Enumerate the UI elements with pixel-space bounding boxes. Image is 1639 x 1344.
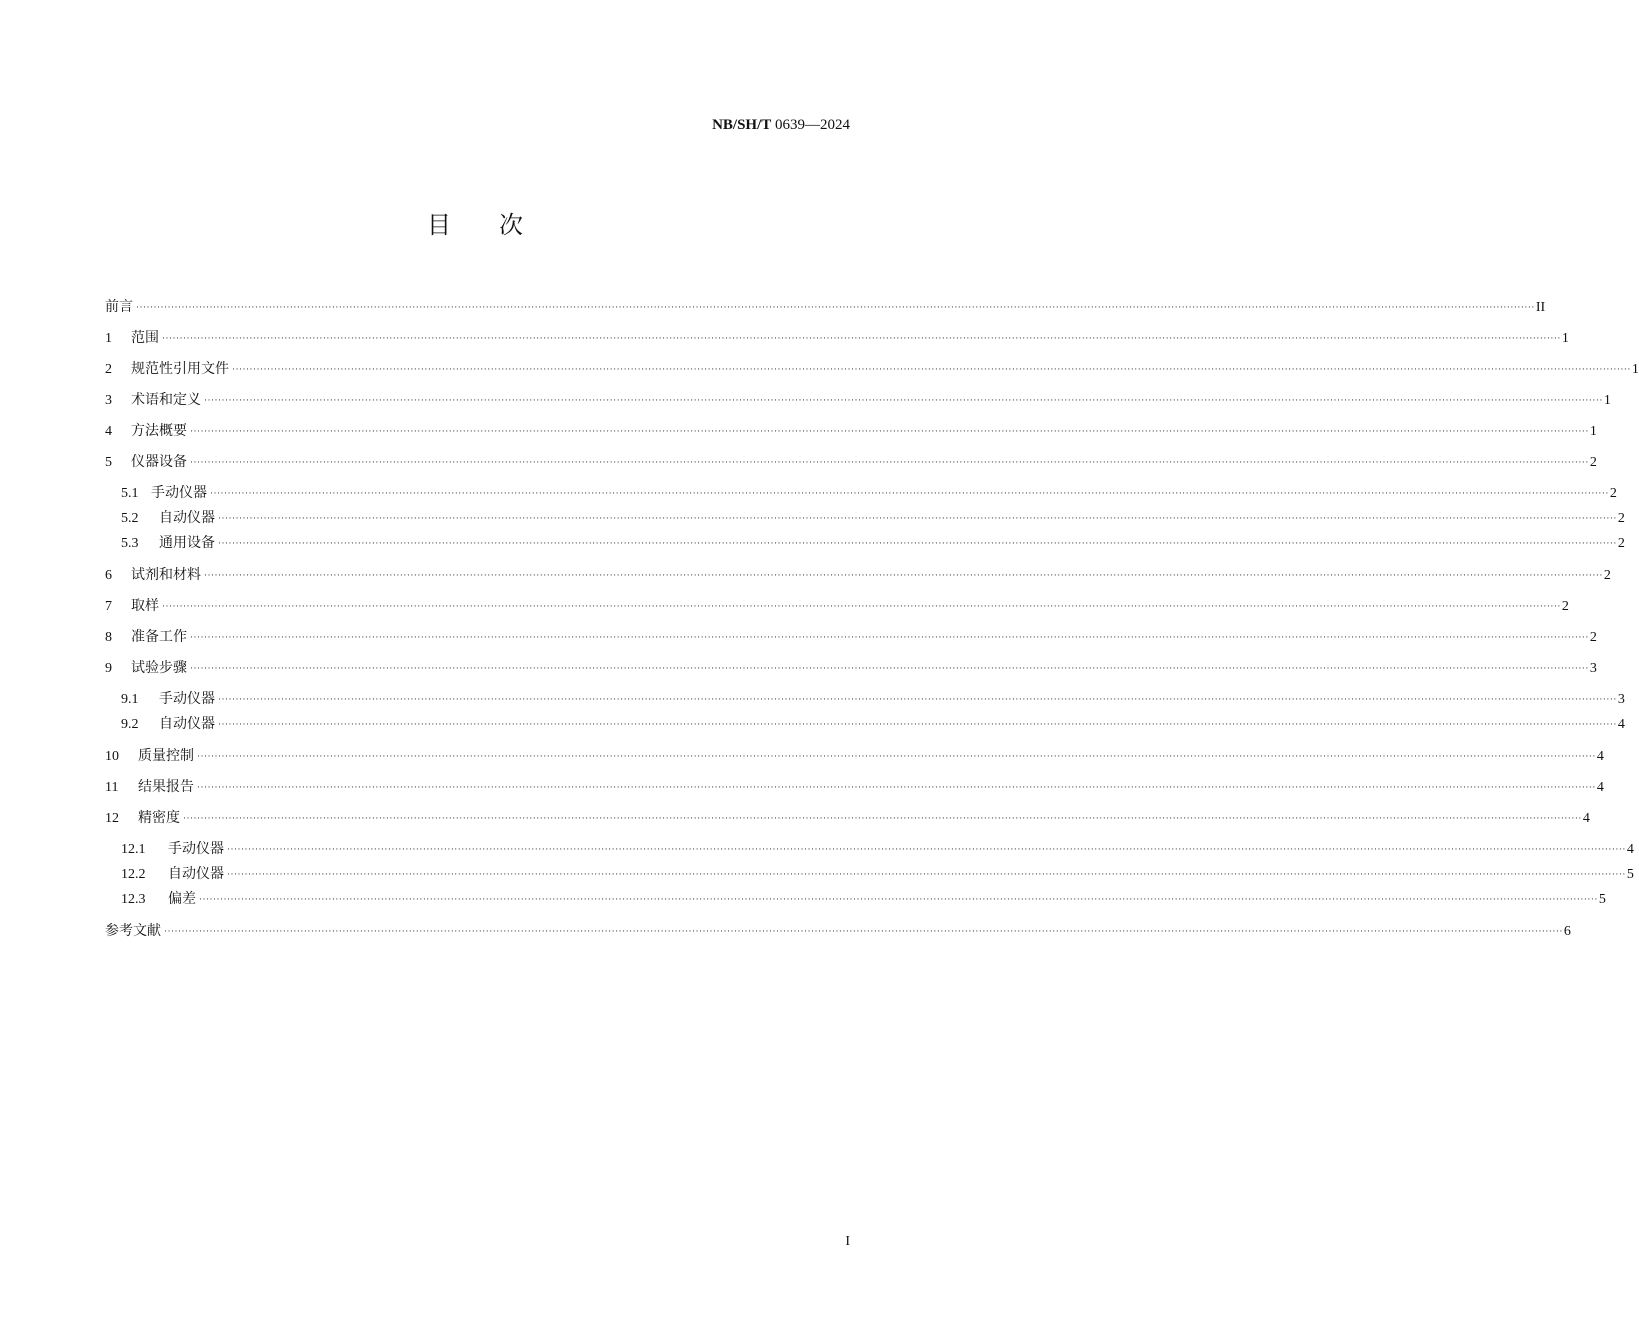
toc-entry-number: 11: [105, 780, 119, 795]
toc-entry-page: 3: [1589, 661, 1597, 676]
toc-leader-dots: ················································································································································································································································································································································································································: [162, 601, 1561, 611]
toc-entry-page: 5: [1626, 867, 1634, 882]
toc-leader-dots: ················································································································································································································································································································································································································: [197, 751, 1596, 761]
toc-entry-label: 仪器设备: [131, 454, 187, 470]
toc-leader-dots: ················································································································································································································································································································································································································: [210, 488, 1609, 498]
toc-entry-page: 4: [1596, 780, 1604, 795]
toc-entry[interactable]: [105, 714, 1625, 735]
toc-leader-dots: ················································································································································································································································································································································································································: [162, 333, 1561, 343]
toc-leader-dots: ················································································································································································································································································································································································································: [204, 395, 1603, 405]
toc-entry[interactable]: [105, 889, 1606, 910]
toc-entry-page: 2: [1589, 455, 1597, 470]
toc-leader-dots: ················································································································································································································································································································································································································: [183, 813, 1582, 823]
toc-entry-number: 5.1: [121, 486, 139, 501]
toc-entry[interactable]: [105, 921, 1571, 942]
toc-entry-number: 6: [105, 568, 112, 583]
toc-entry-label: 参考文献: [105, 923, 161, 939]
toc-entry-page: 2: [1589, 630, 1597, 645]
toc-entry-page: 2: [1561, 599, 1569, 614]
toc-entry-label: 自动仪器: [159, 510, 215, 526]
document-code-number: 0639—2024: [775, 117, 850, 133]
toc-entry[interactable]: [105, 452, 1597, 473]
toc-entry-page: 5: [1598, 892, 1606, 907]
toc-entry-label: 前言: [105, 299, 133, 315]
toc-entry-label: 自动仪器: [159, 716, 215, 732]
toc-entry[interactable]: [105, 508, 1625, 529]
toc-entry-label: 手动仪器: [159, 691, 215, 707]
toc-entry[interactable]: [105, 689, 1625, 710]
toc-entry-number: 10: [105, 749, 119, 764]
toc-entry-label: 规范性引用文件: [131, 361, 229, 377]
toc-leader-dots: ················································································································································································································································································································································································································: [204, 570, 1603, 580]
toc-entry-label: 质量控制: [138, 748, 194, 764]
toc-leader-dots: ················································································································································································································································································································································································································: [197, 782, 1596, 792]
toc-entry[interactable]: [105, 421, 1597, 442]
toc-entry-number: 7: [105, 599, 112, 614]
toc-entry-label: 手动仪器: [168, 841, 224, 857]
toc-leader-dots: ················································································································································································································································································································································································································: [164, 926, 1563, 936]
toc-entry[interactable]: [105, 596, 1569, 617]
toc-entry-page: 1: [1561, 331, 1569, 346]
toc-entry-label: 通用设备: [159, 535, 215, 551]
toc-entry-label: 手动仪器: [151, 485, 207, 501]
toc-entry[interactable]: [105, 839, 1634, 860]
toc-entry[interactable]: [105, 359, 1639, 380]
toc-entry-label: 自动仪器: [168, 866, 224, 882]
toc-entry-number: 2: [105, 362, 112, 377]
toc-entry-number: 12.2: [121, 867, 146, 882]
toc-entry[interactable]: [105, 658, 1597, 679]
document-code-prefix: NB/SH/T: [712, 117, 772, 133]
toc-entry-label: 取样: [131, 598, 159, 614]
toc-entry[interactable]: [105, 533, 1625, 554]
toc-entry-label: 试验步骤: [131, 660, 187, 676]
toc-entry-page: 4: [1582, 811, 1590, 826]
toc-entry[interactable]: [105, 864, 1634, 885]
toc-leader-dots: ················································································································································································································································································································································································································: [218, 694, 1617, 704]
toc-leader-dots: ················································································································································································································································································································································································································: [218, 719, 1617, 729]
toc-entry-number: 9: [105, 661, 112, 676]
toc-entry-number: 12.1: [121, 842, 146, 857]
toc-entry-page: 3: [1617, 692, 1625, 707]
toc-entry-page: 4: [1596, 749, 1604, 764]
toc-entry-page: 1: [1589, 424, 1597, 439]
toc-entry[interactable]: [105, 297, 1546, 318]
toc-entry-label: 范围: [131, 330, 159, 346]
toc-leader-dots: ················································································································································································································································································································································································································: [199, 894, 1598, 904]
toc-entry-page: 4: [1626, 842, 1634, 857]
toc-entry[interactable]: [105, 808, 1590, 829]
toc-entry-number: 5.3: [121, 536, 139, 551]
toc-entry-page: 2: [1603, 568, 1611, 583]
toc-entry-label: 结果报告: [138, 779, 194, 795]
toc-entry-page: 6: [1563, 924, 1571, 939]
toc-entry-page: 1: [1631, 362, 1639, 377]
toc-entry[interactable]: [105, 777, 1604, 798]
toc-entry[interactable]: [105, 328, 1569, 349]
toc-entry-number: 5: [105, 455, 112, 470]
toc-entry-number: 9.1: [121, 692, 139, 707]
toc-entry-number: 4: [105, 424, 112, 439]
toc-entry[interactable]: [105, 746, 1604, 767]
toc-leader-dots: ················································································································································································································································································································································································································: [190, 426, 1589, 436]
toc-leader-dots: ················································································································································································································································································································································································································: [227, 844, 1626, 854]
toc-entry[interactable]: [105, 565, 1611, 586]
toc-entry-page: 2: [1609, 486, 1617, 501]
toc-entry-number: 1: [105, 331, 112, 346]
toc-entry-page: 2: [1617, 536, 1625, 551]
toc-entry-label: 方法概要: [131, 423, 187, 439]
page-number: I: [845, 1234, 850, 1249]
toc-entry-number: 9.2: [121, 717, 139, 732]
toc-entry-page: 1: [1603, 393, 1611, 408]
toc-leader-dots: ················································································································································································································································································································································································································: [227, 869, 1626, 879]
document-code: [712, 115, 850, 135]
toc-entry-number: 12.3: [121, 892, 146, 907]
page-title: 目次: [427, 211, 571, 239]
toc-entry[interactable]: [105, 390, 1611, 411]
toc-entry-label: 精密度: [138, 810, 180, 826]
toc-entry-page: II: [1535, 300, 1546, 315]
toc-entry-page: 4: [1617, 717, 1625, 732]
toc-leader-dots: ················································································································································································································································································································································································································: [232, 364, 1631, 374]
toc-leader-dots: ················································································································································································································································································································································································································: [218, 538, 1617, 548]
toc-entry-label: 试剂和材料: [131, 567, 201, 583]
toc-entry-number: 12: [105, 811, 119, 826]
toc-entry-label: 术语和定义: [131, 392, 201, 408]
toc-leader-dots: ················································································································································································································································································································································································································: [190, 632, 1589, 642]
toc-leader-dots: ················································································································································································································································································································································································································: [190, 663, 1589, 673]
toc-entry-number: 8: [105, 630, 112, 645]
toc-leader-dots: ················································································································································································································································································································································································································: [218, 513, 1617, 523]
toc-entry-page: 2: [1617, 511, 1625, 526]
toc-entry-label: 偏差: [168, 891, 196, 907]
toc-entry[interactable]: [105, 483, 1617, 504]
toc-entry[interactable]: [105, 627, 1597, 648]
toc-entry-number: 3: [105, 393, 112, 408]
toc-leader-dots: ················································································································································································································································································································································································································: [136, 302, 1535, 312]
toc-entry-label: 准备工作: [131, 629, 187, 645]
toc-entry-number: 5.2: [121, 511, 139, 526]
toc-leader-dots: ················································································································································································································································································································································································································: [190, 457, 1589, 467]
